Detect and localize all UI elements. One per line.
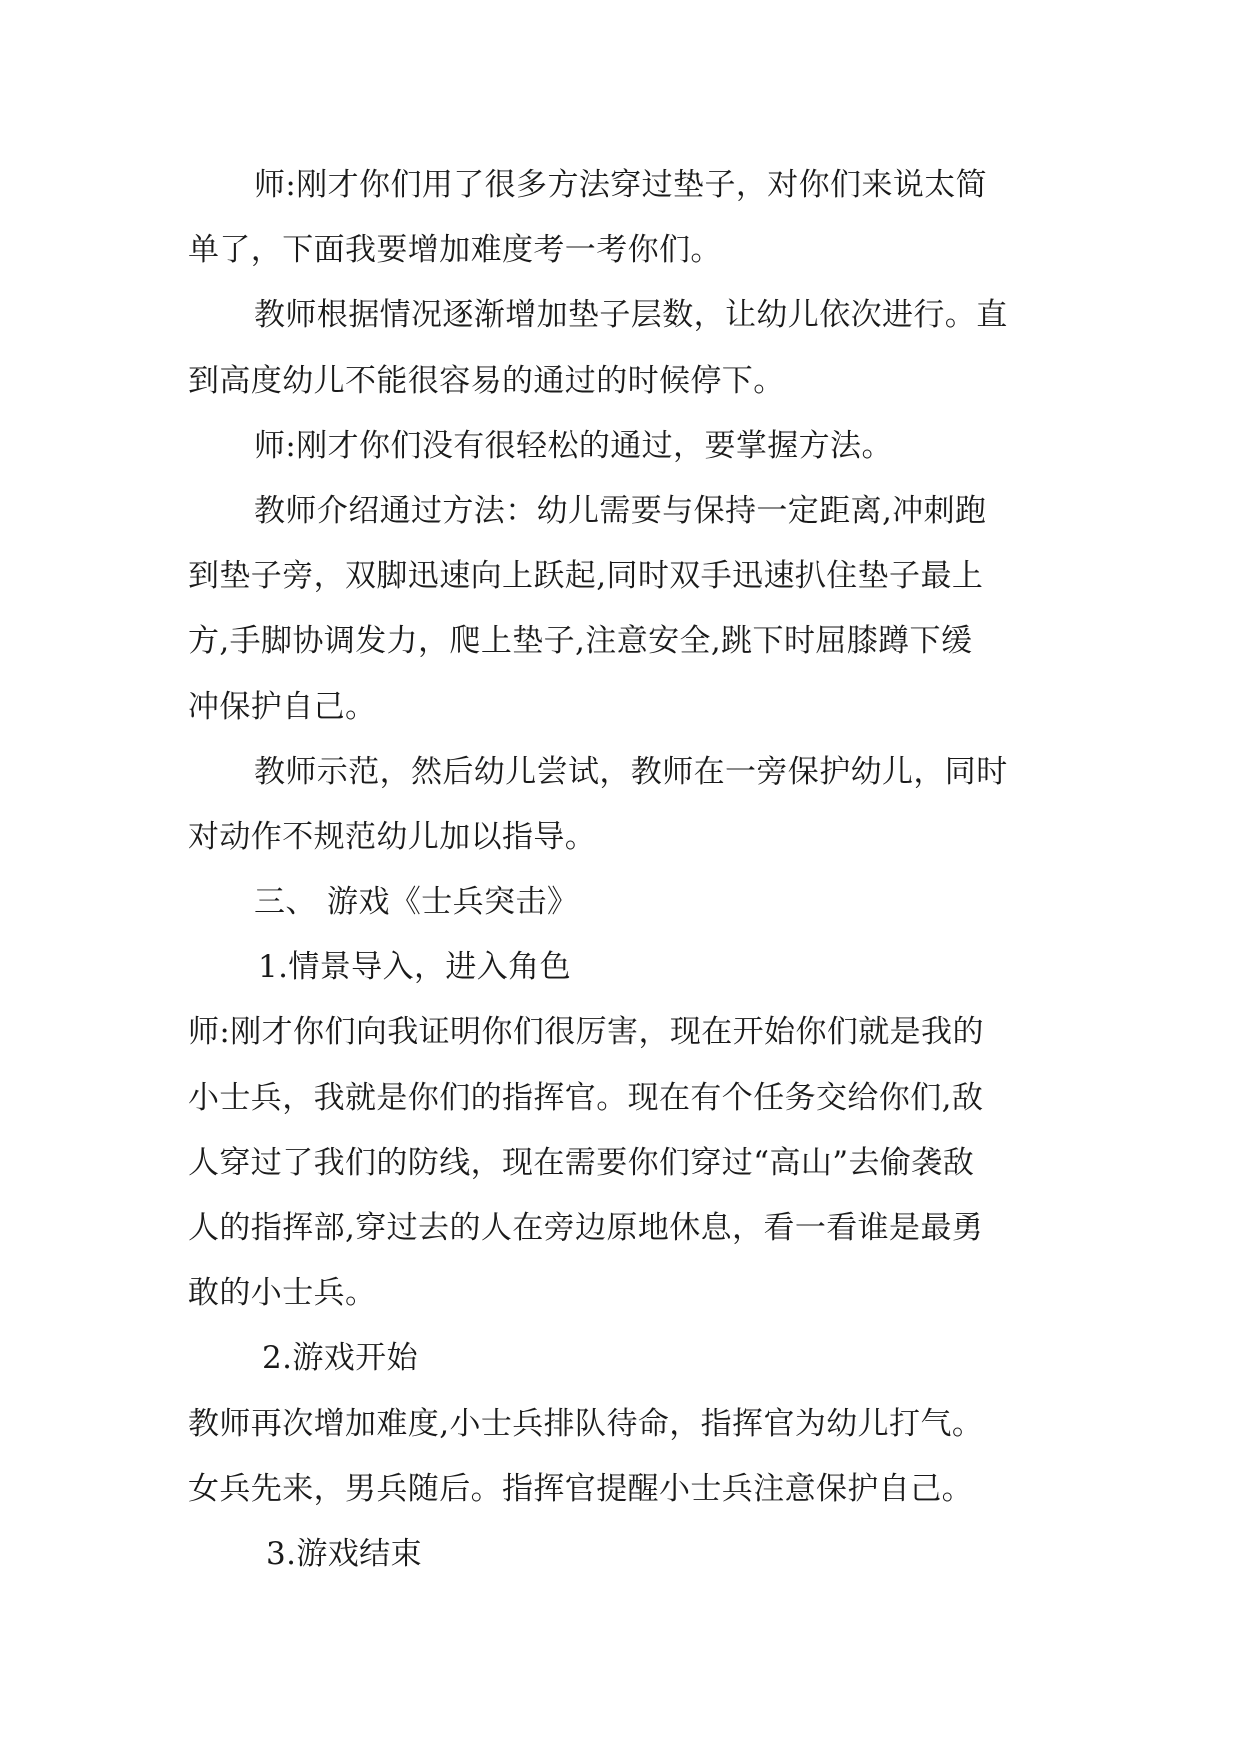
paragraph-line: 敢的小士兵。 bbox=[188, 1275, 377, 1312]
paragraph-line: 师:刚才你们向我证明你们很厉害，现在开始你们就是我的 bbox=[188, 1014, 984, 1051]
subsection-heading: 3.游戏结束 bbox=[266, 1535, 422, 1572]
paragraph-line: 教师介绍通过方法：幼儿需要与保持一定距离,冲刺跑 bbox=[254, 492, 987, 529]
subsection-heading: 2.游戏开始 bbox=[262, 1340, 418, 1377]
paragraph-line: 人穿过了我们的防线，现在需要你们穿过“高山”去偷袭敌 bbox=[188, 1144, 975, 1181]
subsection-heading: 1.情景导入，进入角色 bbox=[258, 949, 571, 986]
document-body bbox=[188, 153, 1058, 1587]
paragraph-line: 教师再次增加难度,小士兵排队待命，指挥官为幼儿打气。 bbox=[188, 1405, 984, 1442]
paragraph-line: 对动作不规范幼儿加以指导。 bbox=[188, 818, 597, 855]
paragraph-line: 教师根据情况逐渐增加垫子层数，让幼儿依次进行。直 bbox=[254, 297, 1008, 334]
paragraph-line: 师:刚才你们用了很多方法穿过垫子，对你们来说太简 bbox=[254, 167, 988, 203]
paragraph-line: 到高度幼儿不能很容易的通过的时候停下。 bbox=[188, 362, 785, 399]
section-heading: 三、 游戏《士兵突击》 bbox=[254, 884, 579, 921]
paragraph-line: 冲保护自己。 bbox=[188, 688, 377, 725]
paragraph-line: 教师示范，然后幼儿尝试，教师在一旁保护幼儿，同时 bbox=[254, 753, 1008, 790]
paragraph-line: 方,手脚协调发力，爬上垫子,注意安全,跳下时屈膝蹲下缓 bbox=[188, 623, 973, 660]
paragraph-line: 单了，下面我要增加难度考一考你们。 bbox=[188, 232, 722, 269]
paragraph-line: 师:刚才你们没有很轻松的通过，要掌握方法。 bbox=[254, 427, 893, 464]
paragraph-line: 人的指挥部,穿过去的人在旁边原地休息，看一看谁是最勇 bbox=[188, 1210, 984, 1246]
paragraph-line: 女兵先来，男兵随后。指挥官提醒小士兵注意保护自己。 bbox=[188, 1470, 973, 1507]
paragraph-line: 小士兵，我就是你们的指挥官。现在有个任务交给你们,敌 bbox=[188, 1079, 984, 1116]
paragraph-line: 到垫子旁，双脚迅速向上跃起,同时双手迅速扒住垫子最上 bbox=[188, 558, 984, 595]
